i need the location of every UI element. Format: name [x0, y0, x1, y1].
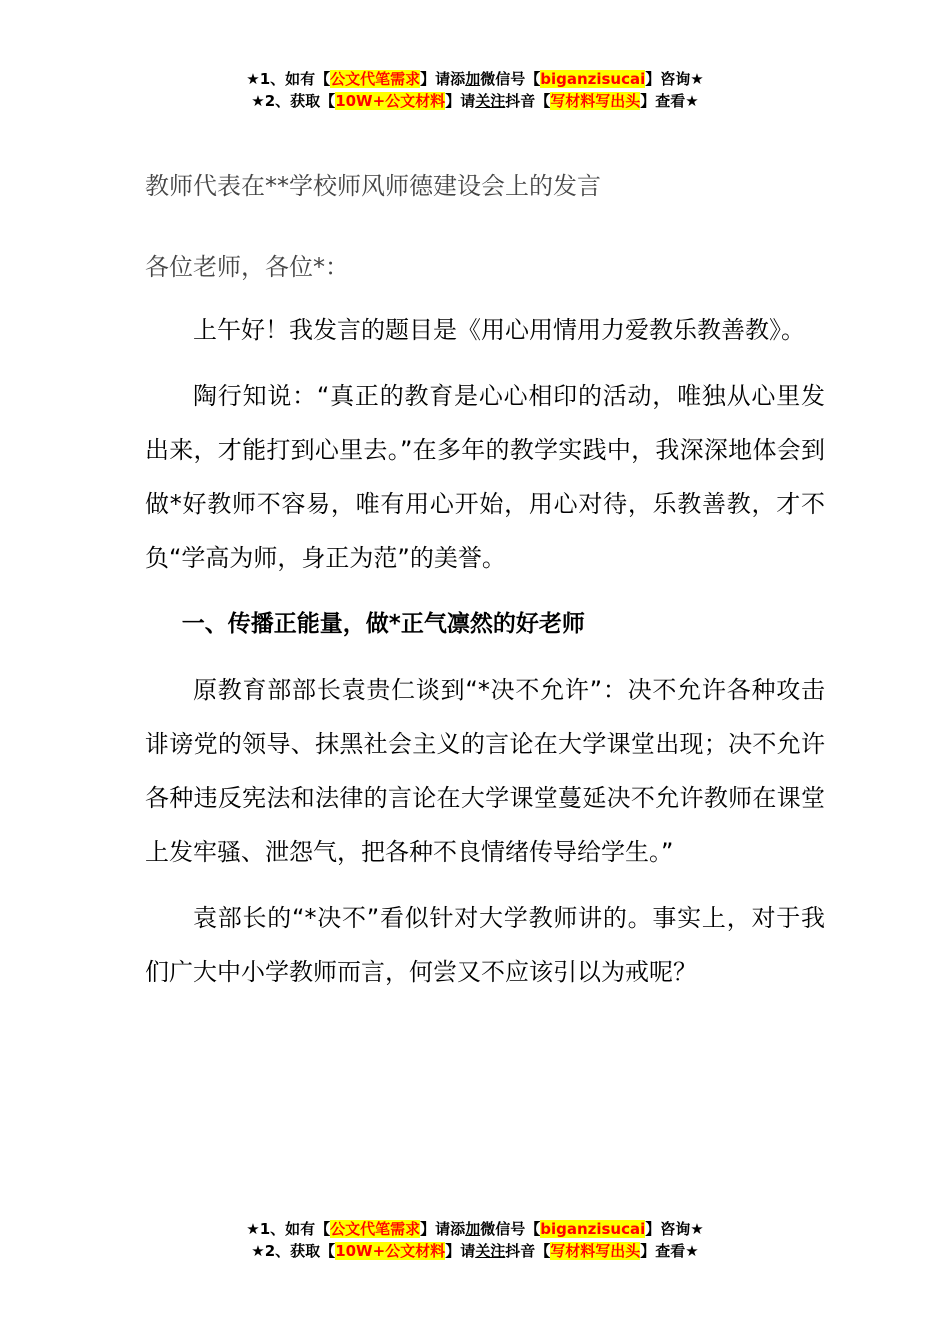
paragraph-section1-2: 袁部长的“*决不”看似针对大学教师讲的。事实上，对于我们广大中小学教师而言，何尝又不应该引以为戒呢？: [145, 904, 825, 986]
banner-text: 】查看★: [640, 1242, 699, 1260]
banner-underline: 关注: [475, 92, 506, 110]
banner-line-2: [0, 90, 950, 112]
banner-line-1: [0, 68, 950, 90]
banner-underline: 关注: [475, 1242, 506, 1260]
banner-line-1: [0, 1218, 950, 1240]
paragraph-quote: 陶行知说：“真正的教育是心心相印的活动，唯独从心里发出来，才能打到心里去。”在多年的教学实践中，我深深地体会到做*好教师不容易，唯有用心开始，用心对待，乐教善教，才不负“学高为师，身正为范”的美誉。: [145, 382, 825, 572]
banner-text: 】咨询★: [645, 1220, 704, 1238]
salutation: 各位老师，各位*：: [145, 253, 349, 281]
banner-text: 微信号【: [480, 70, 541, 88]
banner-text: ★1、如有【: [246, 70, 331, 88]
banner-text: 】查看★: [640, 92, 699, 110]
banner-highlight: biganzisucai: [540, 70, 646, 88]
banner-highlight: 10W+公文材料: [335, 92, 446, 110]
banner-text: 】请: [445, 92, 476, 110]
banner-text: ★1、如有【: [246, 1220, 331, 1238]
banner-text: ★2、获取【: [251, 1242, 336, 1260]
paragraph-section1-1: 原教育部部长袁贵仁谈到“*决不允许”：决不允许各种攻击诽谤党的领导、抹黑社会主义的言论在大学课堂出现；决不允许各种违反宪法和法律的言论在大学课堂蔓延决不允许教师在课堂上发牢骚、泄怨气，把各种不良情绪传导给学生。”: [145, 676, 825, 866]
footer-banner: [0, 1218, 950, 1262]
banner-text: 】咨询★: [645, 70, 704, 88]
banner-highlight: 写材料写出头: [550, 92, 641, 110]
banner-line-2: [0, 1240, 950, 1262]
document-title: 教师代表在**学校师风师德建设会上的发言: [145, 172, 601, 200]
banner-text: 抖音【: [505, 92, 551, 110]
banner-text: 抖音【: [505, 1242, 551, 1260]
banner-highlight: 10W+公文材料: [335, 1242, 446, 1260]
banner-underline: 加: [465, 70, 481, 88]
banner-text: 】请添: [420, 70, 466, 88]
banner-underline: 加: [465, 1220, 481, 1238]
header-banner: [0, 68, 950, 112]
section-heading: 一、传播正能量，做*正气凛然的好老师: [181, 611, 585, 637]
document-body: [145, 164, 825, 1011]
banner-text: 】请添: [420, 1220, 466, 1238]
banner-highlight: 公文代笔需求: [330, 1220, 421, 1238]
banner-text: ★2、获取【: [251, 92, 336, 110]
banner-highlight: biganzisucai: [540, 1220, 646, 1238]
banner-text: 微信号【: [480, 1220, 541, 1238]
banner-text: 】请: [445, 1242, 476, 1260]
paragraph-greeting: 上午好！我发言的题目是《用心用情用力爱教乐教善教》。: [193, 316, 805, 344]
banner-highlight: 写材料写出头: [550, 1242, 641, 1260]
banner-highlight: 公文代笔需求: [330, 70, 421, 88]
